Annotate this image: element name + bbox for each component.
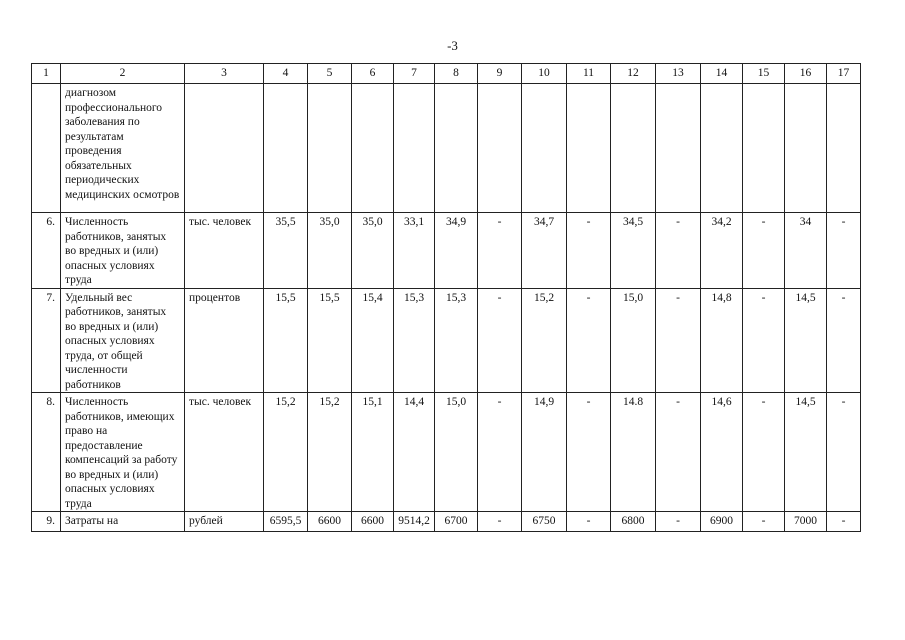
table-row (32, 288, 861, 393)
column-header: 3 (185, 64, 264, 84)
value-cell: - (743, 393, 785, 512)
column-header: 1 (32, 64, 61, 84)
value-cell (352, 84, 394, 213)
value-cell: 9514,2 (394, 512, 435, 532)
value-cell (478, 84, 522, 213)
page-number: -3 (447, 38, 458, 53)
value-cell: 15,3 (394, 288, 435, 393)
value-cell: 14,8 (701, 288, 743, 393)
value-cell: 34,7 (522, 213, 567, 289)
table-row (32, 512, 861, 532)
column-header: 9 (478, 64, 522, 84)
value-cell: 6750 (522, 512, 567, 532)
indicator-name: Численность работников, имеющих право на предоставление компенсаций за работу во вредных и (или) опасных условиях труда (61, 393, 185, 512)
value-cell: 15,4 (352, 288, 394, 393)
row-number: 8. (32, 393, 61, 512)
unit-cell: рублей (185, 512, 264, 532)
value-cell (435, 84, 478, 213)
column-header: 17 (827, 64, 861, 84)
value-cell: 15,3 (435, 288, 478, 393)
value-cell: - (827, 288, 861, 393)
column-header: 16 (785, 64, 827, 84)
column-header: 15 (743, 64, 785, 84)
value-cell: 6600 (352, 512, 394, 532)
value-cell: 14,9 (522, 393, 567, 512)
value-cell (522, 84, 567, 213)
indicator-name: Затраты на (61, 512, 185, 532)
value-cell: - (743, 512, 785, 532)
value-cell (827, 84, 861, 213)
indicator-name: Удельный вес работников, занятых во вредных и (или) опасных условиях труда, от общей численности работников (61, 288, 185, 393)
value-cell: 15,5 (264, 288, 308, 393)
value-cell: - (567, 288, 611, 393)
value-cell: - (567, 512, 611, 532)
column-header: 6 (352, 64, 394, 84)
value-cell: 6800 (611, 512, 656, 532)
value-cell: - (827, 512, 861, 532)
value-cell: - (478, 213, 522, 289)
value-cell: - (656, 288, 701, 393)
unit-cell: процентов (185, 288, 264, 393)
value-cell (611, 84, 656, 213)
value-cell (656, 84, 701, 213)
value-cell: 35,5 (264, 213, 308, 289)
value-cell (567, 84, 611, 213)
unit-cell (185, 84, 264, 213)
column-header: 5 (308, 64, 352, 84)
value-cell: - (656, 512, 701, 532)
value-cell: 7000 (785, 512, 827, 532)
value-cell: 6900 (701, 512, 743, 532)
value-cell: 15,2 (264, 393, 308, 512)
value-cell: 34,2 (701, 213, 743, 289)
value-cell: - (478, 288, 522, 393)
unit-cell: тыс. человек (185, 393, 264, 512)
column-header: 8 (435, 64, 478, 84)
value-cell: - (827, 393, 861, 512)
value-cell: 15,2 (522, 288, 567, 393)
value-cell (264, 84, 308, 213)
value-cell: 6595,5 (264, 512, 308, 532)
table-row (32, 393, 861, 512)
table-row (32, 213, 861, 289)
value-cell: 15,0 (435, 393, 478, 512)
value-cell: 6700 (435, 512, 478, 532)
indicators-table (31, 63, 861, 532)
column-header: 13 (656, 64, 701, 84)
row-number: 9. (32, 512, 61, 532)
value-cell: - (478, 393, 522, 512)
value-cell: - (656, 393, 701, 512)
row-number: 6. (32, 213, 61, 289)
column-header: 4 (264, 64, 308, 84)
value-cell: - (743, 288, 785, 393)
value-cell: - (743, 213, 785, 289)
column-header: 10 (522, 64, 567, 84)
value-cell: - (827, 213, 861, 289)
value-cell: - (567, 213, 611, 289)
value-cell: 14,6 (701, 393, 743, 512)
value-cell: 15,1 (352, 393, 394, 512)
table-row (32, 84, 861, 213)
value-cell: 35,0 (352, 213, 394, 289)
column-header: 2 (61, 64, 185, 84)
column-header: 14 (701, 64, 743, 84)
column-header: 11 (567, 64, 611, 84)
value-cell: 14,5 (785, 288, 827, 393)
value-cell: - (656, 213, 701, 289)
value-cell: 15,2 (308, 393, 352, 512)
value-cell: 14,4 (394, 393, 435, 512)
table-header-row (32, 64, 861, 84)
row-number: 7. (32, 288, 61, 393)
value-cell: 6600 (308, 512, 352, 532)
value-cell (308, 84, 352, 213)
value-cell (394, 84, 435, 213)
value-cell: 33,1 (394, 213, 435, 289)
column-header: 12 (611, 64, 656, 84)
value-cell: 15,0 (611, 288, 656, 393)
value-cell: 14,5 (785, 393, 827, 512)
value-cell: - (478, 512, 522, 532)
value-cell: - (567, 393, 611, 512)
unit-cell: тыс. человек (185, 213, 264, 289)
row-number (32, 84, 61, 213)
value-cell (785, 84, 827, 213)
value-cell (743, 84, 785, 213)
value-cell: 34,9 (435, 213, 478, 289)
indicator-name: диагнозом профессионального заболевания по результатам проведения обязательных периодических медицинских осмотров (61, 84, 185, 213)
indicator-name: Численность работников, занятых во вредных и (или) опасных условиях труда (61, 213, 185, 289)
column-header: 7 (394, 64, 435, 84)
value-cell: 35,0 (308, 213, 352, 289)
value-cell (701, 84, 743, 213)
value-cell: 34 (785, 213, 827, 289)
value-cell: 34,5 (611, 213, 656, 289)
value-cell: 14.8 (611, 393, 656, 512)
value-cell: 15,5 (308, 288, 352, 393)
